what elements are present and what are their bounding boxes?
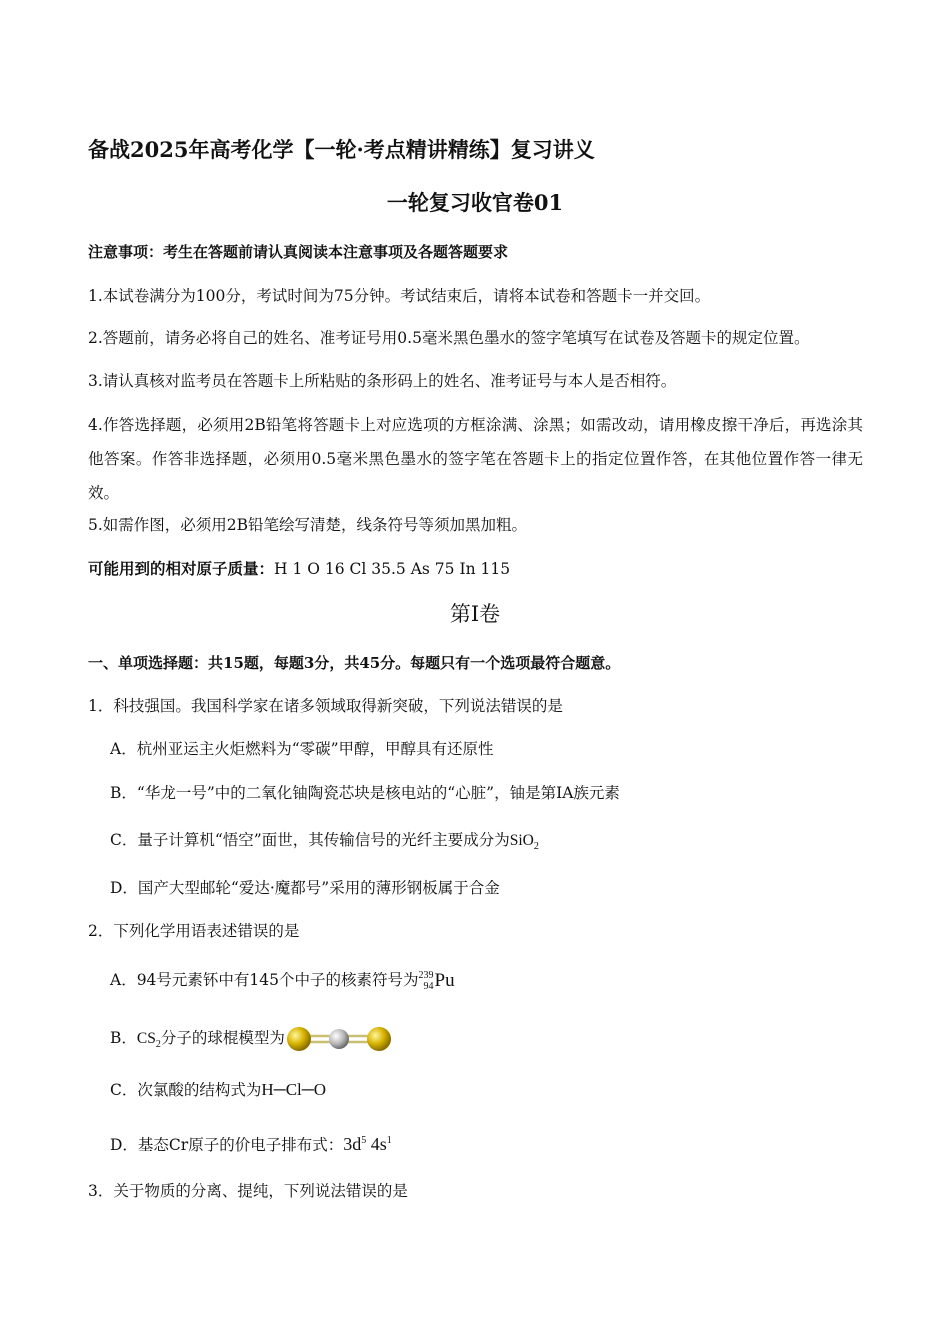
question-1-option-c xyxy=(110,824,539,863)
atomic-mass-line xyxy=(88,553,510,585)
question-3-stem: 3．关于物质的分离、提纯，下列说法错误的是 xyxy=(88,1182,408,1200)
question-1-option-a: A．杭州亚运主火炬燃料为“零碳”甲醇，甲醇具有还原性 xyxy=(110,740,494,758)
notice-item-3: 3.请认真核对监考员在答题卡上所粘贴的条形码上的姓名、准考证号与本人是否相符。 xyxy=(88,372,677,390)
volume-title: 第Ⅰ卷 xyxy=(449,602,501,626)
question-1-option-c-text: C．量子计算机“悟空”面世，其传输信号的光纤主要成分为 xyxy=(110,831,510,849)
cs2-ball-and-stick-model xyxy=(285,1023,393,1055)
question-2-option-d: D．基态Cr原子的价电子排布式：$3d^5$ $4s^1$ xyxy=(110,1134,392,1154)
sio2-formula: SiO$_2$ xyxy=(509,832,539,853)
cr-electron-configuration: $3d^5$ $4s^1$ xyxy=(343,1134,392,1154)
question-1-option-d: D．国产大型邮轮“爱达·魔都号”采用的薄形钢板属于合金 xyxy=(110,879,500,897)
question-2-stem: 2．下列化学用语表述错误的是 xyxy=(88,922,300,940)
question-1-stem: 1．科技强国。我国科学家在诸多领域取得新突破，下列说法错误的是 xyxy=(88,697,563,715)
notice-item-1: 1.本试卷满分为100分，考试时间为75分钟。考试结束后，请将本试卷和答题卡一并交回。 xyxy=(88,287,711,305)
notice-heading: 注意事项：考生在答题前请认真阅读本注意事项及各题答题要求 xyxy=(88,243,509,261)
sulfur-atom-left xyxy=(287,1027,311,1051)
sulfur-atom-right xyxy=(367,1027,391,1051)
nuclide-symbol: Pu xyxy=(434,970,455,991)
section-title: 一、单项选择题：共15题，每题3分，共45分。每题只有一个选项最符合题意。 xyxy=(88,654,621,672)
carbon-atom xyxy=(329,1029,349,1049)
atomic-mass-values: H 1 O 16 Cl 35.5 As 75 In 115 xyxy=(274,560,511,578)
question-2-option-b: B．$CS_2$分子的球棍模型为 xyxy=(110,1022,393,1061)
hclo-structural-formula: H─Cl─O xyxy=(261,1080,327,1099)
atomic-mass-label: 可能用到的相对原子质量： xyxy=(88,559,275,578)
document-title: 备战2025年高考化学【一轮·考点精讲精练】复习讲义 xyxy=(88,137,595,162)
document-subtitle: 一轮复习收官卷01 xyxy=(386,190,564,215)
nuclide-numbers: 239 94 xyxy=(418,970,434,992)
cs2-formula: $CS_2$ xyxy=(136,1030,161,1051)
question-2-option-c: C．次氯酸的结构式为H─Cl─O xyxy=(110,1080,327,1099)
question-1-option-b: B．“华龙一号”中的二氧化铀陶瓷芯块是核电站的“心脏”，铀是第IA族元素 xyxy=(110,784,620,802)
question-2-option-a xyxy=(110,964,455,997)
question-2-option-a-text: A．94号元素钚中有145个中子的核素符号为 xyxy=(110,971,419,989)
notice-item-2: 2.答题前，请务必将自己的姓名、准考证号用0.5毫米黑色墨水的签字笔填写在试卷及答题卡的规定位置。 xyxy=(88,329,810,347)
notice-item-4: 4.作答选择题，必须用2B铅笔将答题卡上对应选项的方框涂满、涂黑；如需改动，请用橡皮擦干净后，再选涂其他答案。作答非选择题，必须用0.5毫米黑色墨水的签字笔在答题卡上的指定位置作答，在其他位置作答一律无效。 xyxy=(88,416,863,502)
notice-item-5: 5.如需作图，必须用2B铅笔绘写清楚，线条符号等须加黑加粗。 xyxy=(88,516,528,534)
